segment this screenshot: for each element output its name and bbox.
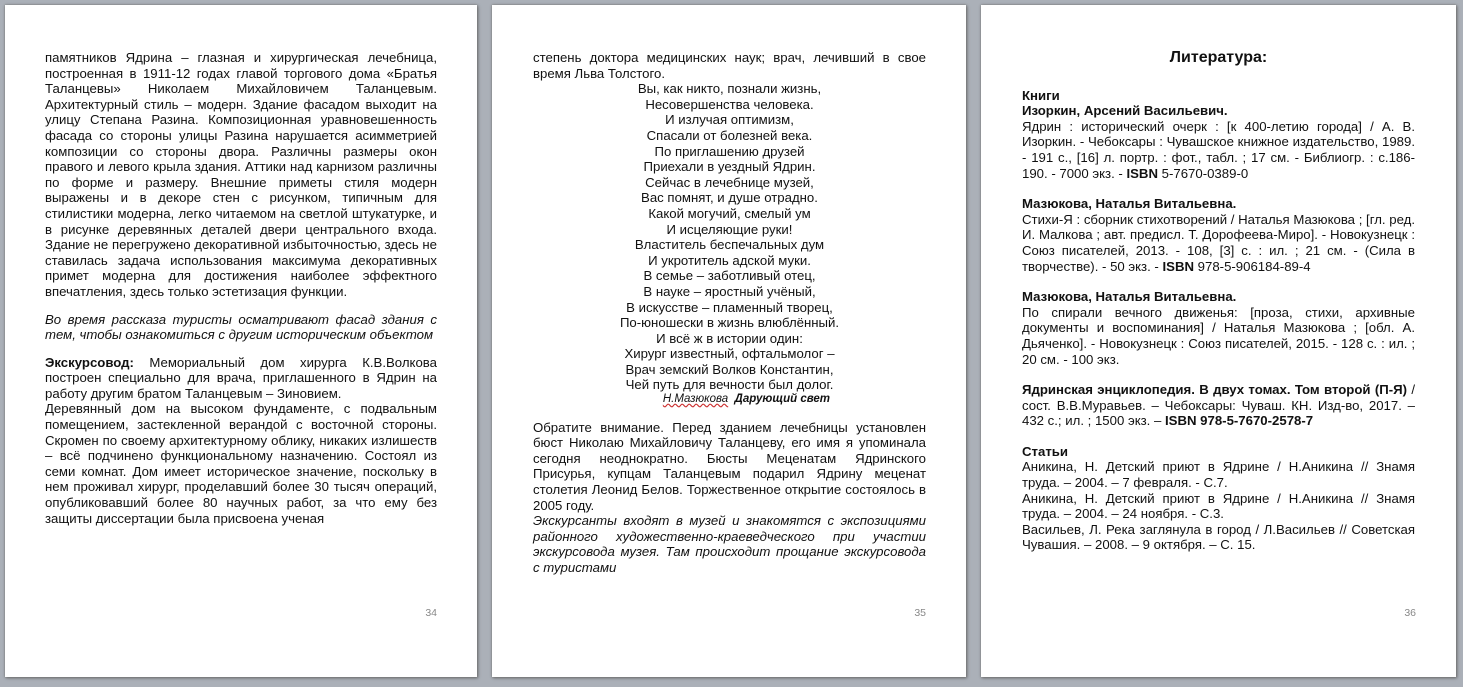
signature-title: Дарующий свет [734, 393, 830, 406]
article-entry: Аникина, Н. Детский приют в Ядрине / Н.Аникина // Знамя труда. – 2004. – 7 февраля. - С.7. [1022, 459, 1415, 491]
poem-line: И укротитель адской муки. [648, 252, 811, 268]
poem-line: По-юношески в жизнь влюблённый. [619, 315, 840, 331]
entry-title: Ядринская энциклопедия. В двух томах. Том второй (П-Я) [1022, 382, 1407, 398]
poem-line: Вас помнят, и душе отрадно. [641, 190, 818, 206]
poem-line: Спасали от болезней века. [646, 127, 813, 143]
isbn-label: ISBN [1126, 165, 1158, 181]
poem-line: Сейчас в лечебнице музей, [645, 174, 814, 190]
bibliography-entry [1022, 289, 1415, 367]
poem-line: Вы, как никто, познали жизнь, [637, 81, 822, 97]
article-entry: Аникина, Н. Детский приют в Ядрине / Н.Аникина // Знамя труда. – 2004. – 24 ноября. - С.3. [1022, 490, 1415, 522]
poem-line: Врач земский Волков Константин, [625, 361, 834, 377]
section-heading-articles: Статьи [1022, 443, 1068, 459]
paragraph-text: Мемориальный дом хирурга К.В.Волкова построен специально для врача, приглашенного в Ядрин на работу другим братом Таланцевым – Зиновием. [45, 354, 437, 401]
entry-details [1022, 305, 1415, 367]
paragraph [45, 355, 437, 402]
entry-body: Ядрин : исторический очерк : [к 400-летию города] / А. В. Изоркин. - Чебоксары : Чувашское книжное издательство, 1989. - 191 с., [16] л. портр. : фот., табл. ; 17 см. - Библиогр. : с.186-190. - 7000 экз. - [1022, 118, 1415, 181]
poem-line: И излучая оптимизм, [665, 112, 794, 128]
poem-line: Несовершенства человека. [645, 96, 814, 112]
paragraph: степень доктора медицинских наук; врач, лечивший в свое время Льва Толстого. [533, 50, 926, 81]
poem-line: И исцеляющие руки! [666, 221, 793, 237]
entry-body: По спирали вечного движенья: [проза, стихи, архивные документы и воспоминания] / Наталья Мазюкова ; [обл. А. Дьяченко]. - Новокузнецк : Союз писателей, 2015. - 128 с. : ил. ; 20 см. - 100 экз. [1022, 304, 1415, 367]
signature-author: Н.Мазюкова [662, 393, 729, 406]
entry-author: Мазюкова, Наталья Витальевна. [1022, 196, 1237, 212]
poem-line: И всё ж в истории один: [656, 330, 803, 346]
document-page-35 [492, 5, 966, 677]
page-number: 36 [1404, 607, 1416, 620]
entry-details [1022, 119, 1415, 181]
bibliography-entry [1022, 196, 1415, 274]
italic-note: Экскурсанты входят в музей и знакомятся с экспозициями районного художественно-краеведческого при участии экскурсовода музея. Там происходит прощание экскурсовода с туристами [533, 513, 926, 575]
poem-line: Властитель беспечальных дум [634, 237, 825, 253]
page-number: 34 [425, 607, 437, 620]
paragraph: памятников Ядрина – глазная и хирургическая лечебница, построенная в 1911-12 годах главой торгового дома «Братья Таланцевы» Николаем Михайловичем Таланцевым. Архитектурный стиль – модерн. Здание фасадом выходит на улицу Степана Разина. Композиционная уравновешенность фасада со стороны улицы Разина нарушается асимметрией композиции со стороны двора. Различны размеры окон правого и левого крыла здания. Аттики над карнизом различны по форме и размеру. Внешние приметы стиля модерн выражены и в декоре стен с рисунком, типичным для стилистики модерна, легко читаемом на светлой штукатурке, и в рисунке деревянных деталей двери центрального входа. Здание не перегружено декоративной избыточностью, здесь не ставилась задача использования максимума декоративных примет модерна для достижения наиболее эффектного впечатления, здесь только эстетизация функции. [45, 50, 437, 299]
page-content [533, 50, 926, 576]
isbn-value: 978-5-906184-89-4 [1194, 258, 1311, 274]
poem-line: В семье – заботливый отец, [643, 268, 816, 284]
isbn-value: 5-7670-0389-0 [1157, 165, 1249, 181]
poem-line: В искусстве – пламенный творец, [626, 299, 833, 315]
poem [533, 81, 926, 393]
bibliography-list [1022, 103, 1415, 429]
entry-author: Мазюкова, Наталья Витальевна. [1022, 289, 1237, 305]
document-page-34 [5, 5, 477, 677]
isbn-label: ISBN [1162, 258, 1195, 274]
page-content [45, 50, 437, 526]
bibliography-entry [1022, 103, 1415, 181]
articles-list [1022, 459, 1415, 553]
entry-details [1022, 382, 1415, 429]
poem-line: Хирург известный, офтальмолог – [624, 346, 835, 362]
article-entry: Васильев, Л. Река заглянула в город / Л.Васильев // Советская Чувашия. – 2008. – 9 октября. – С. 15. [1022, 521, 1415, 553]
paragraph: Обратите внимание. Перед зданием лечебницы установлен бюст Николаю Михайловичу Таланцеву, его имя я упоминала сегодня неоднократно. Бюсты Меценатам Ядринского Присурья, купцам Таланцевым подарил Ядрину меценат столетия Леонид Белов. Торжественное открытие состоялось в 2005 году. [533, 419, 926, 513]
poem-line: Приехали в уездный Ядрин. [643, 159, 816, 175]
poem-signature [533, 392, 926, 408]
poem-line: Какой могучий, смелый ум [648, 205, 811, 221]
poem-line: В науке – яростный учёный, [643, 283, 816, 299]
entry-body: / сост. В.В.Муравьев. – Чебоксары: Чуваш. КН. Изд-во, 2017. – 432 с.; ил. ; 1500 экз. – [1022, 382, 1416, 429]
section-heading-books: Книги [1022, 87, 1060, 103]
page-title: Литература: [1169, 49, 1268, 66]
isbn-label: ISBN 978-5-7670-2578-7 [1165, 413, 1314, 429]
italic-note: Во время рассказа туристы осматривают фасад здания с тем, чтобы ознакомиться с другим историческим объектом [45, 311, 437, 343]
guide-label: Экскурсовод: [45, 354, 134, 370]
entry-details [1022, 212, 1415, 274]
entry-body: Стихи-Я : сборник стихотворений / Наталья Мазюкова ; [гл. ред. И. Малкова ; авт. предисл. Т. Дорофеева-Миро]. - Новокузнецк : Союз писателей, 2013. - 108, [3] с. : ил. ; 21 см. - (Сила в творчестве). - 50 экз. - [1022, 211, 1415, 274]
page-content [1022, 50, 1415, 553]
entry-author: Изоркин, Арсений Васильевич. [1022, 103, 1228, 119]
page-number: 35 [914, 607, 926, 620]
document-page-36 [981, 5, 1456, 677]
poem-line: Чей путь для вечности был долог. [625, 377, 834, 393]
paragraph: Деревянный дом на высоком фундаменте, с подвальным помещением, застекленной верандой с восточной стороны. Скромен по своему архитектурному облику, никаких излишеств – всё подчинено функциональному назначению. Состоял из семи комнат. Дом имеет историческое значение, поскольку в нем проживал хирург, проделавший более 30 тысяч операций, опубликовавший более 80 научных работ, за что ему без защиты диссертации была присвоена ученая [45, 401, 437, 526]
bibliography-entry [1022, 382, 1415, 429]
poem-line: По приглашению друзей [654, 143, 805, 159]
